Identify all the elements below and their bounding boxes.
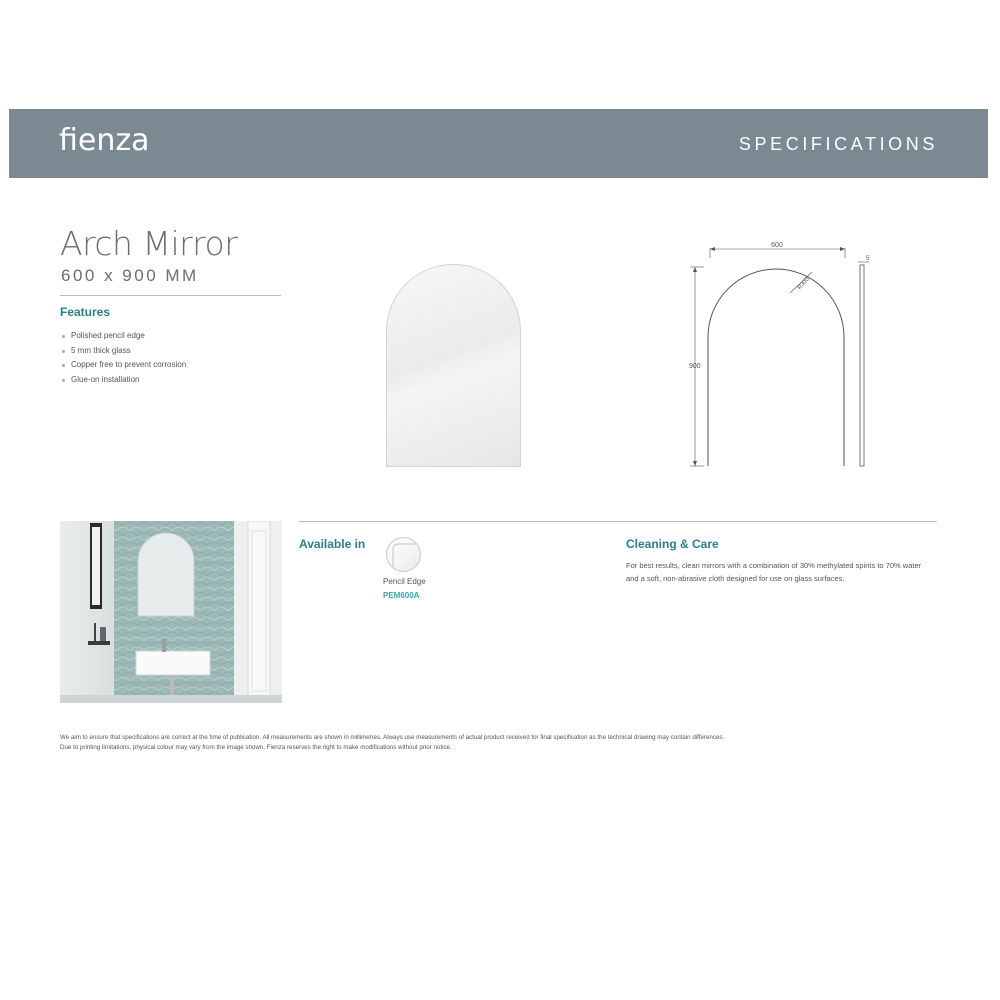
specifications-title: SPECIFICATIONS — [738, 134, 938, 154]
radius-label: R300 — [796, 276, 811, 292]
features-list — [62, 331, 186, 389]
product-title: Arch Mirror — [60, 224, 238, 263]
height-label: 900 — [689, 363, 701, 370]
feature-item: Copper free to prevent corrosion — [62, 360, 186, 375]
available-in-heading: Available in — [299, 537, 366, 551]
width-label: 600 — [771, 242, 783, 249]
pencil-edge-swatch — [386, 537, 421, 572]
thickness-label: 5 — [866, 256, 870, 262]
finish-name: Pencil Edge — [383, 577, 426, 586]
section-divider — [299, 521, 937, 522]
side-profile — [860, 265, 864, 466]
cleaning-care-text: For best results, clean mirrors with a combination of 30% methylated spirits to 70% water and a soft, non-abrasive cloth designed for use on glass surfaces. — [626, 561, 922, 583]
cleaning-care-heading: Cleaning & Care — [626, 537, 719, 551]
feature-item: Polished pencil edge — [62, 331, 186, 346]
feature-item: 5 mm thick glass — [62, 346, 186, 361]
title-divider — [60, 295, 281, 296]
product-size: 600 x 900 MM — [61, 266, 199, 285]
header-banner — [9, 109, 988, 178]
brand-logo: fienza — [59, 123, 150, 158]
lifestyle-bathroom-image — [60, 521, 282, 703]
disclaimer-line: We aim to ensure that specifications are correct at the time of publication. All measurements are shown in millimetres. Always use measurements of actual product received for final specification as the technical drawing may contain differences. — [60, 734, 725, 741]
mirror-outline — [708, 269, 844, 466]
technical-drawing — [680, 238, 880, 473]
disclaimer-line: Due to printing limitations, physical colour may vary from the image shown. Fienza reserves the right to make modifications without prior notice. — [60, 743, 452, 751]
features-heading: Features — [60, 305, 111, 319]
disclaimer — [60, 733, 960, 752]
mirror-product-image — [386, 264, 521, 467]
finish-code: PEM600A — [383, 591, 420, 600]
feature-item: Glue-on installation — [62, 375, 186, 390]
edge-corner-icon — [387, 538, 421, 572]
